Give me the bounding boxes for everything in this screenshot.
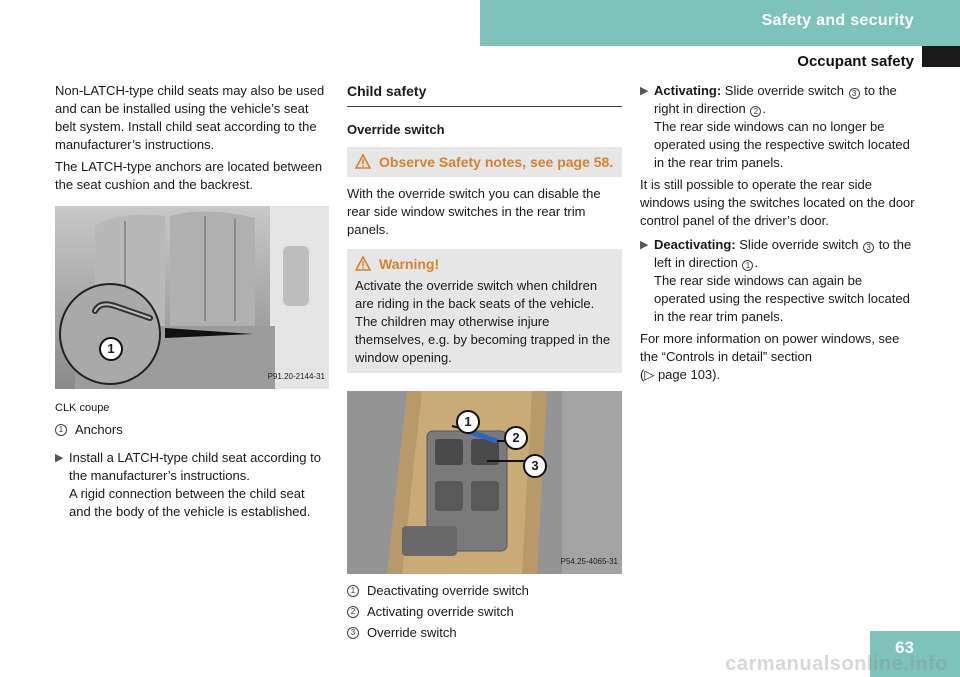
override-intro: With the override switch you can disable the rear side window switches in the rear trim panels. <box>347 186 601 237</box>
legend-number: 3 <box>347 627 359 639</box>
legend-label: Anchors <box>75 422 123 437</box>
arrow-right-icon: ▶ <box>55 452 64 464</box>
step-result: A rigid connection between the child seat and the body of the vehicle is established. <box>69 486 311 519</box>
legend-label: Activating override switch <box>367 604 514 619</box>
door-switch-illustration <box>347 391 622 574</box>
more-info-text: For more information on power windows, see the “Controls in detail” section <box>640 331 900 364</box>
safety-notice <box>347 147 622 177</box>
section-heading: Child safety <box>347 82 622 107</box>
column-left <box>55 82 329 525</box>
legend-label: Override switch <box>367 625 457 640</box>
paragraph-non-latch: Non-LATCH-type child seats may also be used and can be installed using the vehicle’s seat belt system. Install child seat according to the manufacturer’s instructions. <box>55 83 325 152</box>
paragraph-more-info <box>640 330 917 384</box>
deactivating-text: . <box>754 255 759 270</box>
legend-label: Deactivating override switch <box>367 583 529 598</box>
ref-number: 1 <box>742 260 753 271</box>
ref-number: 3 <box>849 88 860 99</box>
legend-item <box>347 582 622 600</box>
deactivating-result: The rear side windows can again be operated using the respective switch located in the rear trim panels. <box>654 273 910 324</box>
legend-item <box>55 421 329 439</box>
callout-3: 3 <box>523 454 547 478</box>
legend-number: 1 <box>347 585 359 597</box>
activating-result: The rear side windows can no longer be operated using the respective switch located in the rear trim panels. <box>654 119 910 170</box>
legend-number: 1 <box>55 424 67 436</box>
callout-1: 1 <box>99 337 123 361</box>
rear-seat-illustration <box>55 206 329 389</box>
door-panel-photo <box>347 391 622 574</box>
activating-text: . <box>762 101 767 116</box>
warning-box <box>347 249 622 373</box>
instruction-step <box>55 449 329 521</box>
warning-title: Warning! <box>379 256 440 272</box>
safety-notice-text: Observe Safety notes, see page 58. <box>379 154 614 170</box>
watermark: carmanualsonline.info <box>725 653 948 675</box>
photo-caption: CLK coupe <box>55 402 110 414</box>
section-title-header: Safety and security <box>761 12 914 29</box>
legend-number: 2 <box>347 606 359 618</box>
page-number: 63 <box>895 638 914 657</box>
paragraph-latch-anchors: The LATCH-type anchors are located between the seat cushion and the backrest. <box>55 159 323 192</box>
column-right <box>640 82 917 388</box>
activating-text: to the right in direction <box>654 83 897 116</box>
callout-1: 1 <box>456 410 480 434</box>
paragraph-still-possible: It is still possible to operate the rear side windows using the switches located on the door control panel of the driver’s door. <box>640 177 915 228</box>
deactivating-text: Slide override switch <box>739 237 859 252</box>
legend-item <box>347 603 622 621</box>
warning-triangle-icon <box>355 154 371 169</box>
warning-text: Activate the override switch when children are riding in the back seats of the vehicle. The children may otherwise injure themselves, e.g. by becoming trapped in the window opening. <box>355 278 611 365</box>
ref-number: 2 <box>750 106 761 117</box>
activating-text: Slide override switch <box>724 83 845 98</box>
legend-item <box>347 624 622 642</box>
activating-label: Activating: <box>654 83 722 98</box>
rear-seat-photo <box>55 206 329 389</box>
callout-2: 2 <box>504 426 528 450</box>
subsection-heading: Override switch <box>347 122 445 137</box>
header-band <box>480 0 960 46</box>
subsection-title: Occupant safety <box>797 53 914 70</box>
deactivating-step <box>640 236 917 326</box>
arrow-right-icon: ▶ <box>640 239 649 251</box>
photo-code: P54.25-4065-31 <box>560 557 618 566</box>
arrow-right-icon: ▶ <box>640 85 649 97</box>
page-reference-link[interactable]: (▷ page 103). <box>640 367 721 382</box>
warning-triangle-icon <box>355 256 371 271</box>
thumb-tab <box>922 46 960 67</box>
deactivating-label: Deactivating: <box>654 237 736 252</box>
ref-number: 3 <box>863 242 874 253</box>
photo-code: P91.20-2144-31 <box>267 372 325 381</box>
column-middle <box>347 82 622 645</box>
deactivating-text: to the left in direction <box>654 237 912 270</box>
activating-step <box>640 82 917 172</box>
step-text: Install a LATCH-type child seat according to the manufacturer’s instructions. <box>69 450 321 483</box>
